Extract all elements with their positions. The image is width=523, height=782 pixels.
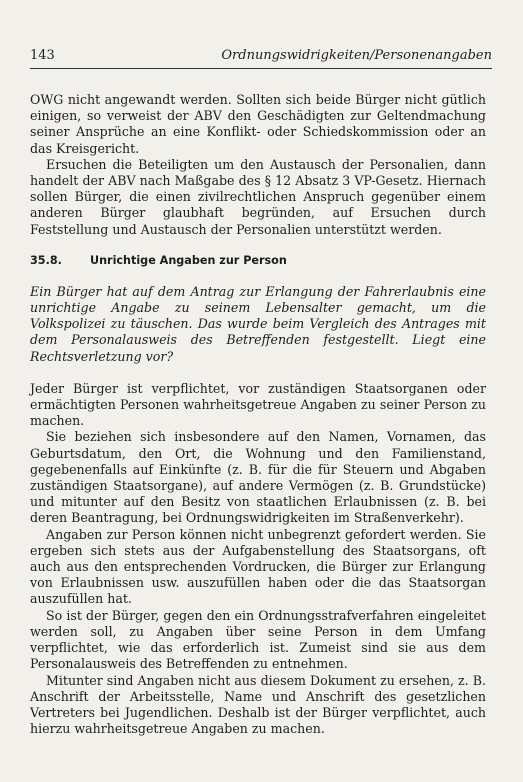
case-question: Ein Bürger hat auf dem Antrag zur Erlangung der Fahrerlaubnis eine unrichtige Angabe zu seinem Lebensalter gemacht, um die Volkspolizei zu täuschen. Das wurde beim Vergleich des Antrages mit dem Personalausweis des Betreffenden festgestellt. Liegt eine Rechtsverletzung vor? [30,283,486,364]
paragraph: Ersuchen die Beteiligten um den Austausch der Personalien, dann handelt der ABV nach Maßgabe des § 12 Absatz 3 VP-Gesetz. Hiernach sollen Bürger, die einen zivilrechtlichen Anspruch gegenüber einem anderen Bürger glaubhaft begründen, auf Ersuchen durch Feststellung und Austausch der Personalien unterstützt werden. [30,156,486,237]
paragraph: Sie beziehen sich insbesondere auf den Namen, Vornamen, das Geburtsdatum, den Ort, die Wohnung und den Familienstand, gegebenenfalls auf Einkünfte (z. B. für die für Steuern und Abgaben zuständigen Staatsorgane), auf andere Vermögen (z. B. Grundstücke) und mitunter auf den Besitz von staatlichen Erlaubnissen (z. B. bei deren Beantragung, bei Ordnungswidrigkeiten im Straßenverkehr). [30,429,486,526]
section-heading [30,254,486,268]
paragraph: Mitunter sind Angaben nicht aus diesem Dokument zu ersehen, z. B. Anschrift der Arbeitsstelle, Name und Anschrift des gesetzlichen Vertreters bei Jugendlichen. Deshalb ist der Bürger verpflichtet, auch hierzu wahrheitsgetreue Angaben zu machen. [30,672,486,737]
header-rule [30,68,492,69]
paragraph: OWG nicht angewandt werden. Sollten sich beide Bürger nicht gütlich einigen, so verweist der ABV den Geschädigten zur Geltendmachung seiner Ansprüche an eine Konflikt- oder Schiedskommission oder an das Kreisgericht. [30,92,486,156]
paragraph: Angaben zur Person können nicht unbegrenzt gefordert werden. Sie ergeben sich stets aus der Aufgabenstellung des Staatsorgans, oft auch aus den entsprechenden Vordrucken, die Bürger zur Erlangung von Erlaubnissen usw. auszufüllen haben oder die das Staatsorgan auszufüllen hat. [30,526,486,607]
section-title: Unrichtige Angaben zur Person [90,253,287,267]
paragraph: So ist der Bürger, gegen den ein Ordnungsstrafverfahren eingeleitet werden soll, zu Angaben über seine Person in dem Umfang verpflichtet, wie das erforderlich ist. Zumeist sind sie aus dem Personalausweis des Betreffenden zu entnehmen. [30,607,486,672]
section-number: 35.8. [30,253,62,267]
paragraph: Jeder Bürger ist verpflichtet, vor zuständigen Staatsorganen oder ermächtigten Personen wahrheitsgetreue Angaben zu seiner Person zu machen. [30,380,486,429]
page-header [30,48,492,64]
page-number: 143 [30,48,55,63]
running-title: Ordnungswidrigkeiten/Personenangaben [221,48,492,63]
page-body [30,92,486,737]
